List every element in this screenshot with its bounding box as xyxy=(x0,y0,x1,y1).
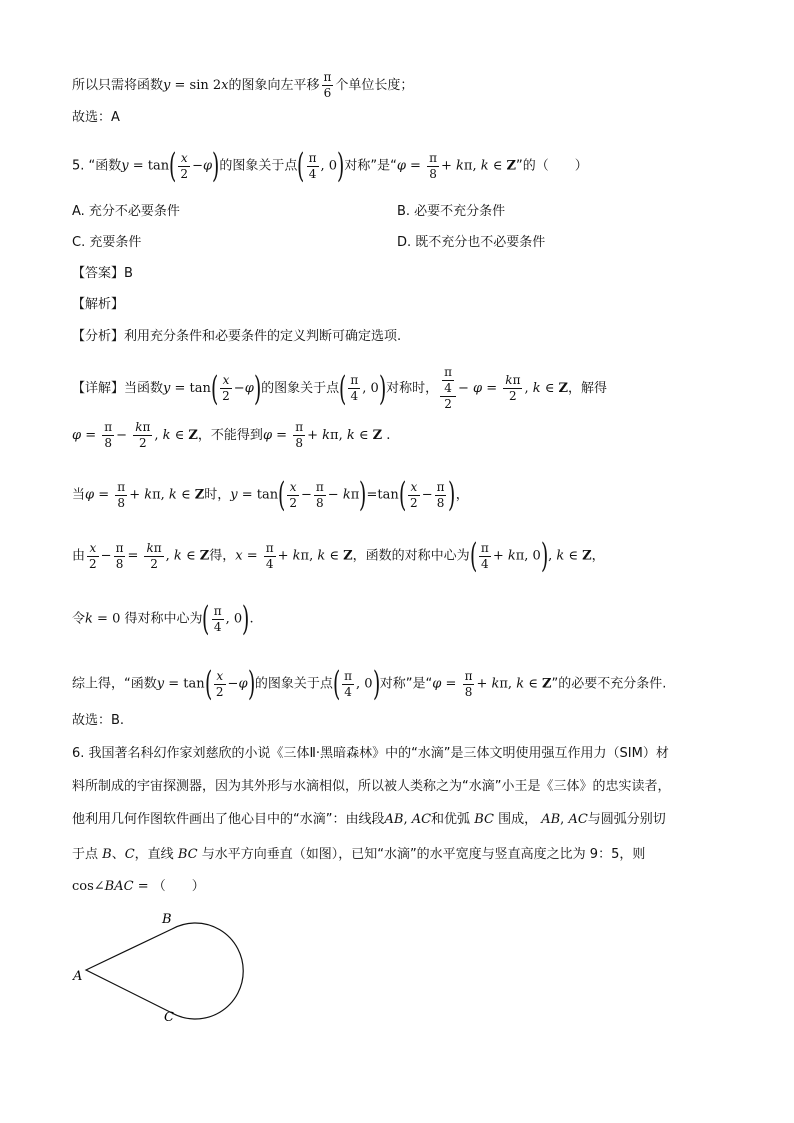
math: φ xyxy=(473,381,483,396)
math: = tan xyxy=(170,381,211,396)
math: k xyxy=(532,381,541,396)
math: B xyxy=(98,847,112,862)
math: φ xyxy=(262,428,273,443)
text: 的图象关于点 xyxy=(254,676,333,692)
math: k xyxy=(292,548,301,564)
math: x xyxy=(235,548,243,564)
text: ，解得 xyxy=(568,381,608,396)
math: ， xyxy=(455,487,469,503)
text: 对称时， xyxy=(386,381,439,396)
text: 和优弧 xyxy=(431,812,471,827)
end-5: 故选：B. xyxy=(72,713,125,728)
option-d: D. 既不充分也不必要条件 xyxy=(397,235,546,250)
math: AC xyxy=(568,812,588,827)
math: ∈ xyxy=(170,428,189,443)
text: 他利用几何作图软件画出了他心目中的“水滴”：由线段 xyxy=(72,812,385,827)
fraction: $\frac{\pi}{8}$ xyxy=(115,540,124,571)
text: 的图象关于点 xyxy=(261,381,340,396)
label-b: B xyxy=(162,912,172,927)
math: − xyxy=(100,548,112,564)
math: + xyxy=(492,548,508,564)
math: + xyxy=(440,158,457,174)
math: = 0 xyxy=(92,611,125,627)
text: 与圆弧分别切 xyxy=(587,812,666,827)
math: C xyxy=(124,847,135,862)
water-drop-outline xyxy=(86,923,243,1019)
math: π, xyxy=(330,428,347,443)
math: BC xyxy=(173,847,202,862)
math: , xyxy=(154,428,163,443)
text: 得对称中心为 xyxy=(124,611,203,627)
text: 对称”是“ xyxy=(379,676,433,692)
math: − xyxy=(457,381,473,396)
fraction: $\frac{\pi}{4}$ xyxy=(213,603,222,634)
math: , xyxy=(524,381,533,396)
math: − xyxy=(301,487,312,503)
math: 、 xyxy=(111,847,125,862)
math: y xyxy=(156,676,165,692)
math: k xyxy=(173,548,182,564)
math: . xyxy=(249,611,254,627)
text: 个单位长度； xyxy=(335,78,414,93)
answer-label: 【答案】B xyxy=(72,266,133,281)
math: + xyxy=(129,487,145,503)
math: ， xyxy=(591,548,605,564)
text: 【详解】当函数 xyxy=(72,381,164,396)
math: = xyxy=(242,548,262,564)
math: − xyxy=(327,487,343,503)
math: k xyxy=(317,548,326,564)
math: x xyxy=(221,78,229,93)
math: = xyxy=(94,487,114,503)
question-6-line-1: 6. 我国著名科幻作家刘慈欣的小说《三体Ⅱ·黑暗森林》中的“水滴”是三体文明使用强互作用力（SIM）材 xyxy=(72,746,669,761)
math: − xyxy=(421,487,433,503)
text: 围成， xyxy=(498,812,538,827)
label-c: C xyxy=(164,1010,174,1025)
math: BAC xyxy=(104,879,134,894)
math: BC xyxy=(470,812,499,827)
detail-line-6: 综上得，“函数y = tan( $\frac{x}{2}$ −φ)的图象关于点( $\frac{\pi}{4}$ , 0)对称”是“φ = $\frac{\pi}{8}$ + kπ, k ∈ Z”的必要不充分条件. xyxy=(72,664,667,704)
math: = tan xyxy=(237,487,279,503)
detail-line-4: 由 $\frac{x}{2}$ − $\frac{\pi}{8}$ = $\frac{k\pi}{2}$ , k ∈ Z得，x = $\frac{\pi}{4}$ + kπ, k ∈ Z，函数的对称中心为( $\frac{\pi}{4}$ + kπ, 0), k ∈ Z， xyxy=(72,536,605,576)
math: φ xyxy=(432,676,442,692)
math: k xyxy=(322,428,331,443)
math: y xyxy=(163,381,171,396)
fraction: $\frac{\pi}{8}$ xyxy=(464,668,473,699)
fraction: $\frac{x}{2}$ xyxy=(410,479,418,510)
math: ∈ xyxy=(524,676,542,692)
text: 由 xyxy=(72,548,86,564)
math: AC xyxy=(411,812,432,827)
math: − xyxy=(233,381,245,396)
text-line-1 xyxy=(72,70,413,101)
math: π, xyxy=(463,158,481,174)
fraction: $\frac{\pi}{4}$ xyxy=(265,540,274,571)
math: , xyxy=(165,548,174,564)
math: − xyxy=(116,428,132,443)
math: φ xyxy=(85,487,95,503)
fraction: $\frac{x}{2}$ xyxy=(215,668,224,699)
math: = xyxy=(127,548,143,564)
detail-line-2 xyxy=(72,420,390,451)
math: π xyxy=(350,487,360,503)
math: AB xyxy=(384,812,404,827)
math: ∈ xyxy=(176,487,195,503)
fraction: $\frac{\pi}{8}$ xyxy=(429,150,437,181)
detail-line-5: 令k = 0 得对称中心为( $\frac{\pi}{4}$ , 0). xyxy=(72,599,254,639)
math: ∈ xyxy=(354,428,373,443)
math: = xyxy=(81,428,101,443)
math: π, xyxy=(499,676,517,692)
text-line-2: 故选：A xyxy=(72,110,120,125)
math: = tan xyxy=(164,676,205,692)
question-6-line-4 xyxy=(72,845,645,865)
math: = sin 2 xyxy=(170,78,222,93)
text: 得， xyxy=(209,548,236,564)
text: 综上得，“函数 xyxy=(72,676,157,692)
math: , 0 xyxy=(362,381,379,396)
text: 5. “函数 xyxy=(72,158,122,174)
math: ∈ xyxy=(540,381,559,396)
math: Z xyxy=(506,158,516,174)
water-drop-figure xyxy=(60,905,260,1035)
text: （ ） xyxy=(152,879,205,894)
math: Z xyxy=(582,548,592,564)
math: Z xyxy=(541,676,552,692)
math: , 0 xyxy=(320,158,338,174)
question-5: 5. “函数y = tan( $\frac{x}{2}$ −φ)的图象关于点( $\frac{\pi}{4}$ , 0)对称”是“φ = $\frac{\pi}{8}$ + kπ, k ∈ Z”的（ ） xyxy=(72,146,588,186)
text: 当 xyxy=(72,487,86,503)
math: Z xyxy=(199,548,210,564)
fraction: $\frac{\pi}{6}$ xyxy=(323,70,332,100)
math: + xyxy=(476,676,492,692)
math: k xyxy=(168,487,177,503)
text: 的图象向左平移 xyxy=(228,78,320,93)
text: 所以只需将函数 xyxy=(72,78,164,93)
math: k xyxy=(346,428,355,443)
text: ，直线 xyxy=(134,847,174,862)
fraction: $\frac{\pi}{8}$ xyxy=(117,479,126,510)
fraction: $\frac{\pi}{8}$ xyxy=(315,479,324,510)
option-c: C. 充要条件 xyxy=(72,235,142,250)
math: − xyxy=(227,676,239,692)
text: ”的（ ） xyxy=(516,158,588,174)
math: φ xyxy=(396,158,406,174)
math: y xyxy=(230,487,238,503)
fraction: $\frac{k\pi}{2}$ xyxy=(135,420,151,450)
math: φ xyxy=(238,676,248,692)
math: = xyxy=(272,428,292,443)
math: = xyxy=(133,879,153,894)
analysis-text: 【分析】利用充分条件和必要条件的定义判断可确定选项. xyxy=(72,329,402,344)
fraction: $\frac{\pi}{8}$ xyxy=(104,420,113,450)
math: , 0 xyxy=(225,611,243,627)
math: = tan xyxy=(128,158,170,174)
math: y xyxy=(163,78,171,93)
text: 与水平方向垂直（如图），已知“水滴”的水平宽度与竖直高度之比为 9：5，则 xyxy=(201,847,646,862)
math: φ xyxy=(202,158,213,174)
fraction: $\frac{\frac{\pi}{4}}{2}$ xyxy=(440,365,456,412)
math: Z xyxy=(194,487,205,503)
math: k xyxy=(342,487,351,503)
math: k xyxy=(556,548,565,564)
fraction: $\frac{\pi}{8}$ xyxy=(295,420,304,450)
text: 令 xyxy=(72,611,86,627)
text: 于点 xyxy=(72,847,99,862)
math: π, xyxy=(152,487,169,503)
math: k xyxy=(507,548,516,564)
math: − xyxy=(192,158,203,174)
text: ”的必要不充分条件. xyxy=(551,676,667,692)
math: k xyxy=(162,428,171,443)
math: Z xyxy=(372,428,383,443)
detail-line-1: 【详解】当函数y = tan( $\frac{x}{2}$ −φ)的图象关于点( $\frac{\pi}{4}$ , 0)对称时， $\frac{\frac{\pi}{4}}{2}$ − φ = $\frac{k\pi}{2}$ , k ∈ Z，解得 xyxy=(72,365,608,411)
math: k xyxy=(480,158,489,174)
fraction: $\frac{\pi}{8}$ xyxy=(436,479,445,510)
math: = xyxy=(405,158,426,174)
fraction: $\frac{k\pi}{2}$ xyxy=(505,373,521,403)
text: 对称”是“ xyxy=(344,158,397,174)
math: ∈ xyxy=(181,548,200,564)
math: , xyxy=(560,812,569,827)
math: ∈ xyxy=(564,548,583,564)
math: k xyxy=(85,611,93,627)
question-6-line-3 xyxy=(72,810,666,830)
fraction: $\frac{x}{2}$ xyxy=(89,540,97,571)
math: = xyxy=(441,676,461,692)
text: 时， xyxy=(204,487,231,503)
math: π, xyxy=(300,548,318,564)
text: 的图象关于点 xyxy=(219,158,298,174)
math: + xyxy=(277,548,293,564)
text: ，不能得到 xyxy=(197,428,263,443)
math: k xyxy=(144,487,153,503)
label-a: A xyxy=(73,969,83,984)
math: + xyxy=(307,428,323,443)
math: k xyxy=(491,676,500,692)
detail-line-3: 当φ = $\frac{\pi}{8}$ + kπ, k ∈ Z时，y = tan( $\frac{x}{2}$ − $\frac{\pi}{8}$ − kπ)=tan( $\frac{x}{2}$ − $\frac{\pi}{8}$ )， xyxy=(72,475,469,515)
math: cos∠ xyxy=(72,879,105,894)
math: , xyxy=(403,812,412,827)
math: Z xyxy=(188,428,198,443)
math: φ xyxy=(72,428,82,443)
analysis-label: 【解析】 xyxy=(72,297,125,312)
math: = xyxy=(482,381,502,396)
fraction: $\frac{x}{2}$ xyxy=(180,150,189,181)
math: ∈ xyxy=(325,548,344,564)
math: π, 0 xyxy=(515,548,541,564)
fraction: $\frac{x}{2}$ xyxy=(289,479,297,510)
math: Z xyxy=(558,381,568,396)
math: φ xyxy=(244,381,254,396)
math: . xyxy=(382,428,391,443)
math: Z xyxy=(343,548,353,564)
math: =tan xyxy=(366,487,399,503)
fraction: $\frac{k\pi}{2}$ xyxy=(146,540,162,571)
math: , 0 xyxy=(355,676,373,692)
fraction: $\frac{x}{2}$ xyxy=(222,373,230,403)
text: ，函数的对称中心为 xyxy=(352,548,470,564)
math: ∈ xyxy=(488,158,507,174)
option-a: A. 充分不必要条件 xyxy=(72,204,180,219)
math: , xyxy=(548,548,557,564)
math: y xyxy=(121,158,129,174)
math: AB xyxy=(537,812,561,827)
fraction: $\frac{\pi}{4}$ xyxy=(480,540,489,571)
math: k xyxy=(456,158,464,174)
math: k xyxy=(516,676,525,692)
option-b: B. 必要不充分条件 xyxy=(397,204,506,219)
question-6-line-5 xyxy=(72,877,205,897)
fraction: $\frac{\pi}{4}$ xyxy=(344,668,352,699)
fraction: $\frac{\pi}{4}$ xyxy=(350,373,359,403)
question-6-line-2: 料所制成的宇宙探测器，因为其外形与水滴相似，所以被人类称之为“水滴”小王是《三体》的忠实读者， xyxy=(72,779,671,794)
fraction: $\frac{\pi}{4}$ xyxy=(308,150,317,181)
